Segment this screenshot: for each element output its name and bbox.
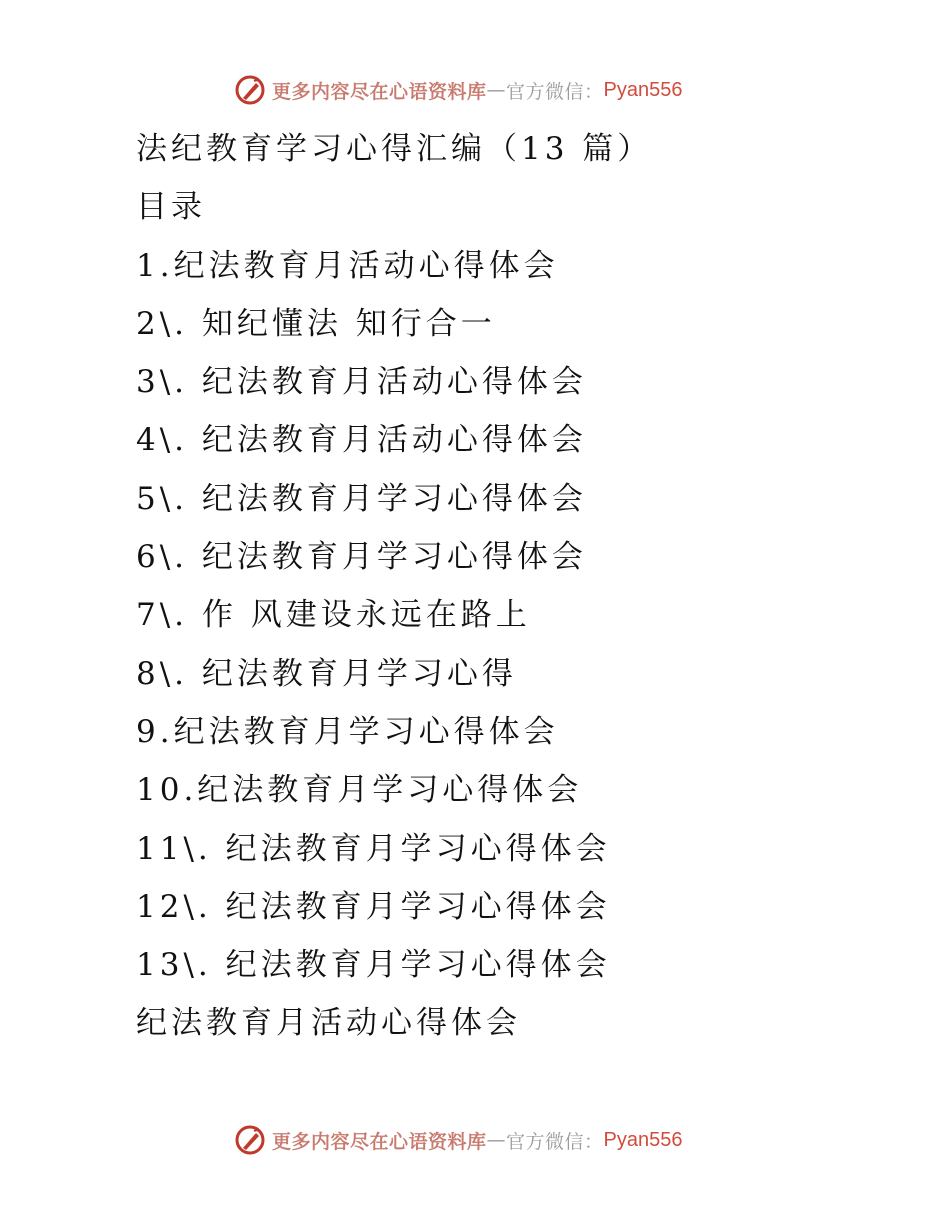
document-title: 法纪教育学习心得汇编（13 篇）	[136, 131, 653, 167]
watermark-wechat-id: Pyan556	[603, 1128, 683, 1151]
watermark-dash: —	[486, 1129, 507, 1151]
toc-item: 2\. 知纪懂法 知行合一	[136, 305, 496, 342]
watermark-wechat-id: Pyan556	[603, 78, 683, 101]
toc-item: 13\. 纪法教育月学习心得体会	[136, 947, 611, 984]
toc-item: 12\. 纪法教育月学习心得体会	[136, 888, 611, 925]
toc-item: 9.纪法教育月学习心得体会	[136, 713, 559, 750]
header-watermark	[234, 72, 683, 108]
watermark-main-text: 更多内容尽在心语资料库	[272, 80, 487, 103]
toc-heading: 目录	[136, 189, 206, 226]
section-heading: 纪法教育月活动心得体会	[136, 1005, 521, 1042]
pen-logo-icon	[234, 1124, 266, 1156]
watermark-official-label: 官方微信：	[506, 80, 604, 103]
toc-item: 8\. 纪法教育月学习心得	[136, 655, 517, 692]
toc-item: 3\. 纪法教育月活动心得体会	[136, 364, 587, 401]
toc-item: 4\. 纪法教育月活动心得体会	[136, 422, 587, 459]
toc-item: 6\. 纪法教育月学习心得体会	[136, 539, 587, 576]
watermark-official-label: 官方微信：	[506, 1130, 604, 1153]
toc-item: 10.纪法教育月学习心得体会	[136, 772, 583, 809]
document-body	[136, 120, 916, 1053]
watermark-main-text: 更多内容尽在心语资料库	[272, 1130, 487, 1153]
toc-item: 1.纪法教育月活动心得体会	[136, 247, 559, 284]
toc-item: 11\. 纪法教育月学习心得体会	[136, 830, 611, 867]
watermark-dash: —	[486, 79, 507, 101]
pen-logo-icon	[234, 74, 266, 106]
toc-item: 7\. 作 风建设永远在路上	[136, 597, 531, 634]
toc-item: 5\. 纪法教育月学习心得体会	[136, 480, 587, 517]
footer-watermark	[234, 1122, 683, 1158]
